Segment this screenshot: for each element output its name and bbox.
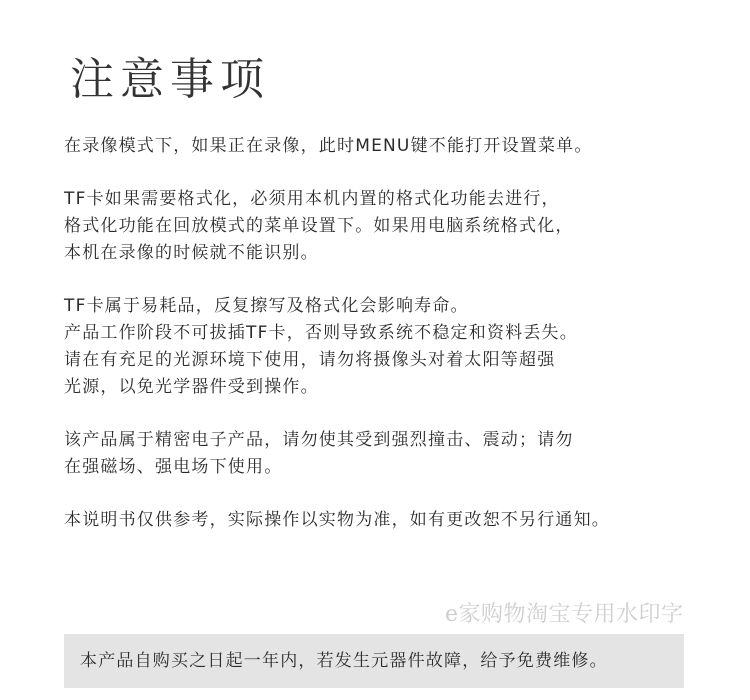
notice-paragraph-disclaimer xyxy=(64,507,724,534)
notice-line: 本机在录像的时候就不能识别。 xyxy=(64,243,319,263)
notice-paragraph-format xyxy=(64,186,724,267)
notice-paragraph-tf-card xyxy=(64,293,724,401)
notice-line: TF卡如果需要格式化，必须用本机内置的格式化功能去进行， xyxy=(64,189,560,209)
notice-line: 产品工作阶段不可拔插TF卡，否则导致系统不稳定和资料丢失。 xyxy=(64,323,578,343)
notice-line: 请在有充足的光源环境下使用，请勿将摄像头对着太阳等超强 xyxy=(64,350,556,370)
notice-line: 在录像模式下，如果正在录像，此时MENU键不能打开设置菜单。 xyxy=(64,136,593,156)
notice-paragraph-menu xyxy=(64,133,724,160)
notice-line: 该产品属于精密电子产品，请勿使其受到强烈撞击、震动；请勿 xyxy=(64,430,574,450)
notice-paragraph-precision xyxy=(64,427,724,481)
warranty-banner xyxy=(64,634,684,688)
warranty-text: 本产品自购买之日起一年内，若发生元器件故障，给予免费维修。 xyxy=(80,651,608,671)
notice-line: TF卡属于易耗品，反复擦写及格式化会影响寿命。 xyxy=(64,296,469,316)
watermark-text: e家购物淘宝专用水印字 xyxy=(445,602,684,627)
notice-content xyxy=(64,133,724,560)
notice-line: 本说明书仅供参考，实际操作以实物为准，如有更改恕不另行通知。 xyxy=(64,510,610,530)
notice-line: 在强磁场、强电场下使用。 xyxy=(64,457,283,477)
notice-line: 格式化功能在回放模式的菜单设置下。如果用电脑系统格式化， xyxy=(64,216,574,236)
page-title: 注意事项 xyxy=(70,54,270,105)
notice-line: 光源，以免光学器件受到操作。 xyxy=(64,377,319,397)
